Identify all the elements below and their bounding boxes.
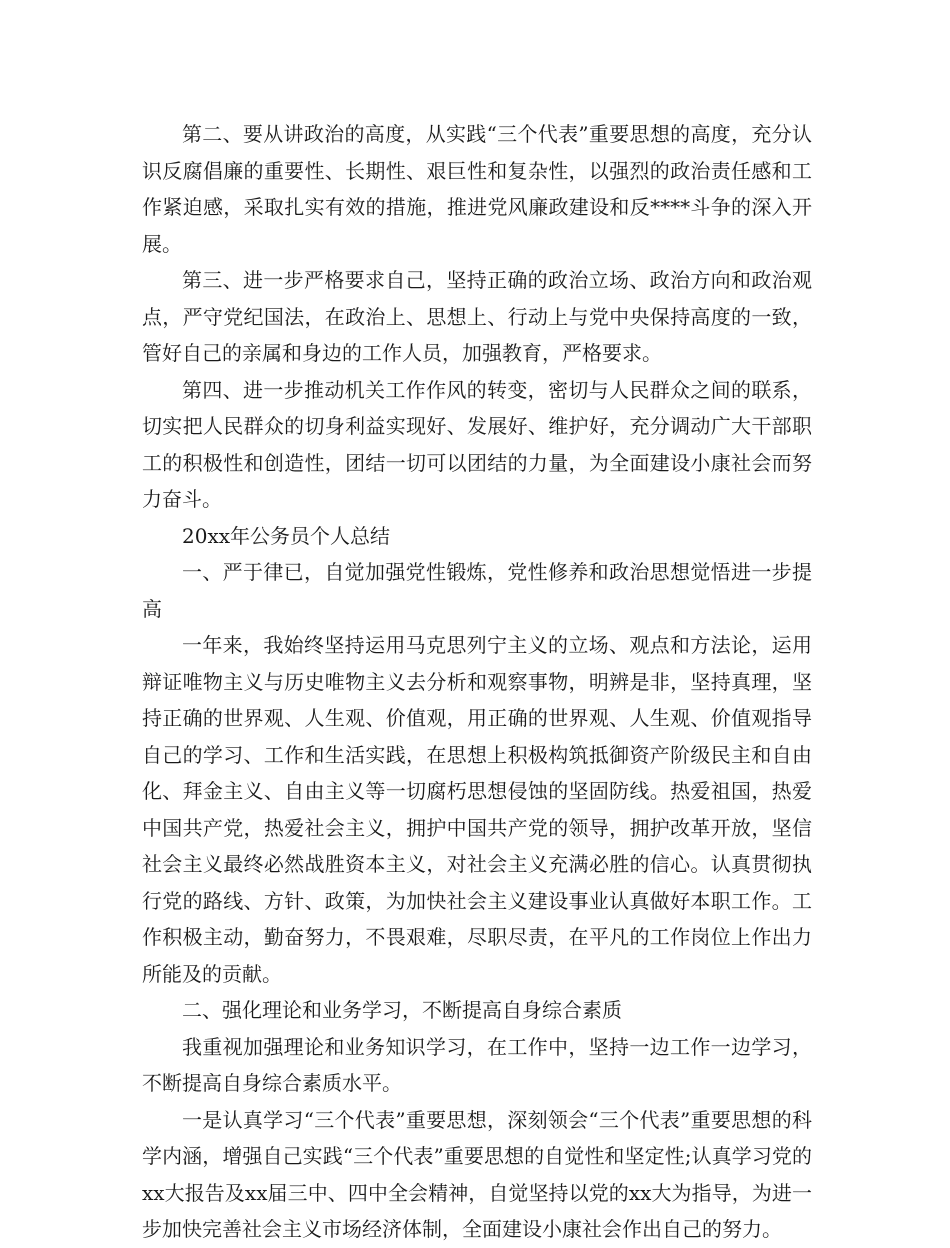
- section-title: 20xx年公务员个人总结: [182, 523, 391, 548]
- paragraph-study-intro: 我重视加强理论和业务知识学习，在工作中，坚持一边工作一边学习，不断提高自身综合素质水平。: [142, 1034, 812, 1095]
- paragraph-fourth-point: 第四、进一步推动机关工作作风的转变，密切与人民群众之间的联系，切实把人民群众的切身利益实现好、发展好、维护好，充分调动广大干部职工的积极性和创造性，团结一切可以团结的力量，为全面建设小康社会而努力奋斗。: [142, 377, 812, 511]
- paragraph-study-point-one: 一是认真学习“三个代表”重要思想，深刻领会“三个代表”重要思想的科学内涵，增强自己实践“三个代表”重要思想的自觉性和坚定性;认真学习党的xx大报告及xx届三中、四中全会精神，自觉坚持以党的xx大为指导，为进一步加快完善社会主义市场经济体制，全面建设小康社会作出自己的努力。: [142, 1107, 812, 1241]
- document-body: [142, 116, 812, 1248]
- paragraph-section-one-body: 一年来，我始终坚持运用马克思列宁主义的立场、观点和方法论，运用辩证唯物主义与历史唯物主义去分析和观察事物，明辨是非，坚持真理，坚持正确的世界观、人生观、价值观，用正确的世界观、人生观、价值观指导自己的学习、工作和生活实践，在思想上积极构筑抵御资产阶级民主和自由化、拜金主义、自由主义等一切腐朽思想侵蚀的坚固防线。热爱祖国，热爱中国共产党，热爱社会主义，拥护中国共产党的领导，拥护改革开放，坚信社会主义最终必然战胜资本主义，对社会主义充满必胜的信心。认真贯彻执行党的路线、方针、政策，为加快社会主义建设事业认真做好本职工作。工作积极主动，勤奋努力，不畏艰难，尽职尽责，在平凡的工作岗位上作出力所能及的贡献。: [142, 633, 812, 986]
- paragraph-second-point: 第二、要从讲政治的高度，从实践“三个代表”重要思想的高度，充分认识反腐倡廉的重要性、长期性、艰巨性和复杂性，以强烈的政治责任感和工作紧迫感，采取扎实有效的措施，推进党风廉政建设和反****斗争的深入开展。: [142, 122, 812, 256]
- paragraph-third-point: 第三、进一步严格要求自己，坚持正确的政治立场、政治方向和政治观点，严守党纪国法，在政治上、思想上、行动上与党中央保持高度的一致，管好自己的亲属和身边的工作人员，加强教育，严格要求。: [142, 268, 812, 365]
- heading-section-one: 一、严于律已，自觉加强党性锻炼，党性修养和政治思想觉悟进一步提高: [142, 560, 812, 621]
- heading-section-two: 二、强化理论和业务学习，不断提高自身综合素质: [182, 998, 622, 1022]
